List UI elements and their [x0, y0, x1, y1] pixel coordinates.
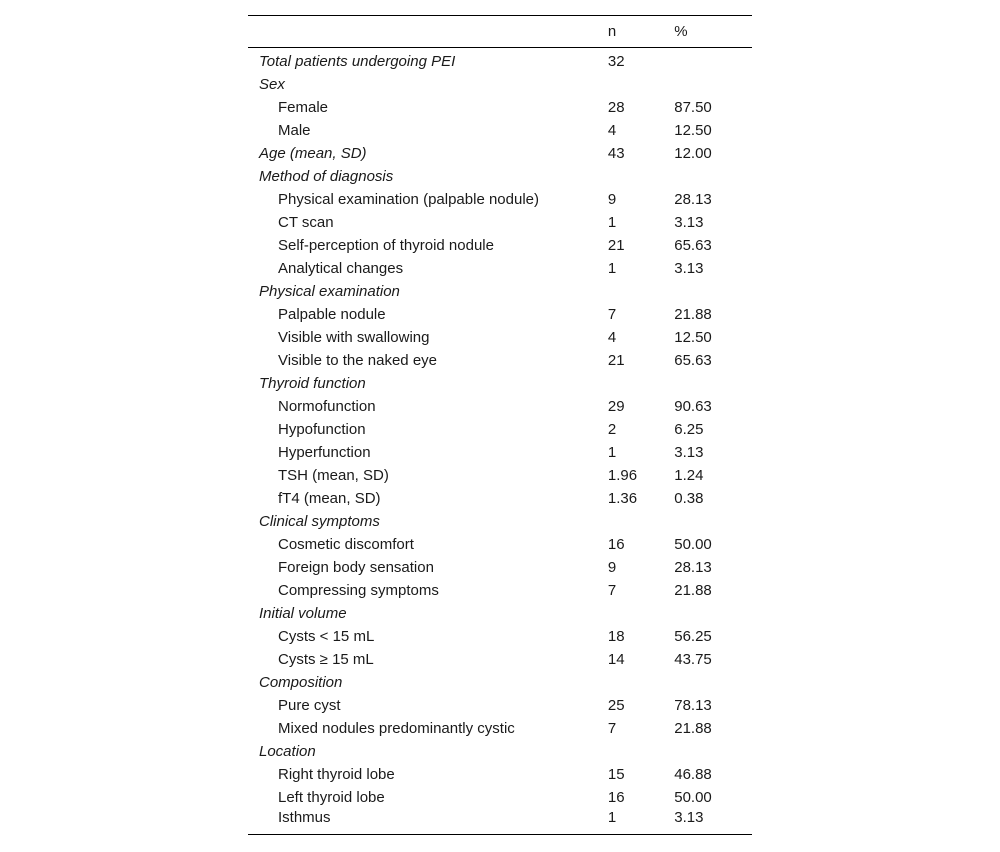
percent-value: 3.13: [674, 444, 704, 461]
section-label: Location: [259, 743, 316, 760]
n-value: [608, 740, 674, 763]
percent-value: 87.50: [674, 99, 712, 116]
row-label: TSH (mean, SD): [278, 467, 389, 484]
row-label: Hypofunction: [278, 421, 366, 438]
row-label: Physical examination (palpable nodule): [278, 191, 539, 208]
table-row: [248, 717, 752, 740]
row-label: Right thyroid lobe: [278, 766, 395, 783]
n-value: 1: [608, 809, 674, 835]
percent-value: 0.38: [674, 490, 704, 507]
percent-value: 90.63: [674, 398, 712, 415]
table-row: [248, 533, 752, 556]
table-row: [248, 625, 752, 648]
n-value: 7: [607, 582, 617, 599]
percent-value: [674, 280, 752, 303]
percent-value: 56.25: [674, 628, 712, 645]
section-label: Physical examination: [259, 283, 400, 300]
percent-value: [674, 602, 752, 625]
n-value: 1: [607, 444, 617, 461]
section-label: Clinical symptoms: [259, 513, 380, 530]
table-row: [248, 579, 752, 602]
n-value: 16: [607, 789, 625, 806]
percent-value: 12.00: [674, 145, 712, 162]
percent-value: [674, 510, 752, 533]
percent-value: 21.88: [674, 306, 712, 323]
percent-value: 6.25: [674, 421, 704, 438]
n-value: 15: [607, 766, 625, 783]
n-value: 9: [607, 559, 617, 576]
section-row: [248, 740, 752, 763]
percent-value: 50.00: [674, 536, 712, 553]
percent-value: 12.50: [674, 329, 712, 346]
row-label: Male: [278, 122, 311, 139]
n-value: 25: [607, 697, 625, 714]
n-value: 4: [607, 329, 617, 346]
percent-value: 21.88: [674, 582, 712, 599]
table-row: [248, 441, 752, 464]
percent-value: 65.63: [674, 237, 712, 254]
header-n-column: n: [608, 16, 674, 48]
n-value: 18: [607, 628, 625, 645]
table-row: [248, 763, 752, 786]
section-row: [248, 280, 752, 303]
n-value: [608, 372, 674, 395]
row-label: Foreign body sensation: [278, 559, 434, 576]
section-row: [248, 73, 752, 96]
row-label: Female: [278, 99, 329, 116]
row-label: Cysts ≥ 15 mL: [278, 651, 374, 668]
row-label: Isthmus: [248, 809, 608, 835]
n-value: 21: [607, 237, 625, 254]
n-value: 2: [607, 421, 617, 438]
row-label: Palpable nodule: [278, 306, 386, 323]
n-value: 1.96: [607, 467, 638, 484]
table-row: [248, 487, 752, 510]
percent-value: 21.88: [674, 720, 712, 737]
n-value: 1: [607, 214, 617, 231]
n-value: [608, 510, 674, 533]
table-row: [248, 96, 752, 119]
section-label: Age (mean, SD): [259, 145, 367, 162]
row-label: Pure cyst: [278, 697, 341, 714]
percent-value: 65.63: [674, 352, 712, 369]
n-value: 1: [607, 260, 617, 277]
percent-value: [674, 671, 752, 694]
n-value: 9: [607, 191, 617, 208]
n-value: 4: [607, 122, 617, 139]
row-label: Hyperfunction: [278, 444, 371, 461]
percent-value: 28.13: [674, 559, 712, 576]
n-value: 1.36: [607, 490, 638, 507]
row-label: Normofunction: [278, 398, 376, 415]
row-label: Analytical changes: [278, 260, 404, 277]
section-row: [248, 372, 752, 395]
section-label: Thyroid function: [259, 375, 366, 392]
n-value: [608, 73, 674, 96]
patient-characteristics-table: [248, 15, 752, 835]
percent-value: 1.24: [674, 467, 704, 484]
section-label: Total patients undergoing PEI: [259, 53, 456, 70]
header-label-column: [248, 16, 608, 48]
table-row: [248, 556, 752, 579]
section-row: [248, 165, 752, 188]
table-row: [248, 395, 752, 418]
section-label: Method of diagnosis: [259, 168, 394, 185]
percent-value: [674, 740, 752, 763]
row-label: Compressing symptoms: [278, 582, 439, 599]
table-row: [248, 211, 752, 234]
table-row: [248, 119, 752, 142]
row-label: Left thyroid lobe: [278, 789, 385, 806]
header-row: [248, 16, 752, 48]
row-label: fT4 (mean, SD): [278, 490, 381, 507]
table-row: [248, 648, 752, 671]
header-percent-column: %: [674, 16, 752, 48]
table-row: [248, 349, 752, 372]
section-row: [248, 602, 752, 625]
table-row: [248, 326, 752, 349]
n-value: [608, 602, 674, 625]
table-header: [248, 16, 752, 48]
n-value: 32: [607, 53, 625, 70]
table-body: [248, 48, 752, 835]
percent-value: 3.13: [674, 809, 752, 835]
n-value: 29: [607, 398, 625, 415]
table-row: [248, 786, 752, 809]
table-row: [248, 464, 752, 487]
percent-value: 3.13: [674, 214, 704, 231]
n-value: 43: [607, 145, 625, 162]
percent-value: [674, 165, 752, 188]
table-row: [248, 303, 752, 326]
table-row: [248, 234, 752, 257]
percent-value: 3.13: [674, 260, 704, 277]
section-label: Initial volume: [259, 605, 347, 622]
percent-value: 78.13: [674, 697, 712, 714]
row-label: Mixed nodules predominantly cystic: [278, 720, 515, 737]
row-label: Self-perception of thyroid nodule: [278, 237, 494, 254]
section-row: [248, 48, 752, 74]
section-label: Composition: [259, 674, 343, 691]
table-row: [248, 418, 752, 441]
percent-value: 46.88: [674, 766, 712, 783]
n-value: 7: [607, 720, 617, 737]
row-label: CT scan: [278, 214, 334, 231]
table-row: [248, 694, 752, 717]
row-label: Cosmetic discomfort: [278, 536, 414, 553]
patient-characteristics-table-container: [248, 15, 752, 835]
percent-value: 12.50: [674, 122, 712, 139]
percent-value: 43.75: [674, 651, 712, 668]
row-label: Visible to the naked eye: [278, 352, 438, 369]
n-value: [608, 280, 674, 303]
percent-value: [674, 372, 752, 395]
section-row: [248, 142, 752, 165]
row-label: Cysts < 15 mL: [278, 628, 375, 645]
percent-value: 28.13: [674, 191, 712, 208]
n-value: 28: [607, 99, 625, 116]
percent-value: 50.00: [674, 789, 712, 806]
n-value: [608, 671, 674, 694]
section-row: [248, 510, 752, 533]
n-value: [608, 165, 674, 188]
percent-value: [674, 48, 752, 74]
n-value: 7: [607, 306, 617, 323]
n-value: 16: [607, 536, 625, 553]
table-row: [248, 257, 752, 280]
table-row: [248, 809, 752, 835]
n-value: 21: [607, 352, 625, 369]
percent-value: [674, 73, 752, 96]
section-row: [248, 671, 752, 694]
n-value: 14: [607, 651, 625, 668]
table-row: [248, 188, 752, 211]
section-label: Sex: [259, 76, 285, 93]
row-label: Visible with swallowing: [278, 329, 430, 346]
